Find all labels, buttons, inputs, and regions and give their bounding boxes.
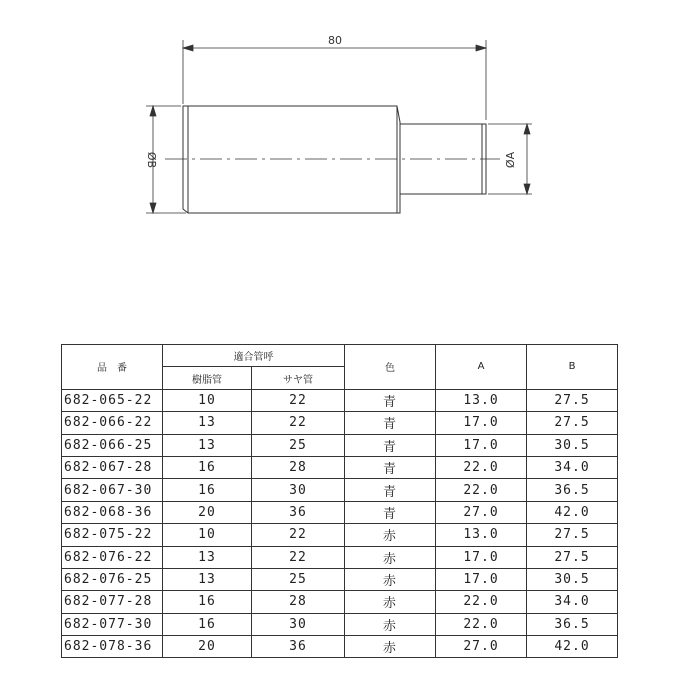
dia-b-label: ØB <box>145 151 158 169</box>
cell-part-no: 682-078-36 <box>62 636 163 658</box>
cell-sheath: 22 <box>252 524 345 546</box>
cell-b: 34.0 <box>527 591 618 613</box>
cell-color: 赤 <box>345 591 436 613</box>
cell-resin: 16 <box>163 613 252 635</box>
spec-table <box>61 344 618 658</box>
cell-resin: 10 <box>163 389 252 411</box>
cell-color: 青 <box>345 501 436 523</box>
cell-resin: 13 <box>163 546 252 568</box>
cell-part-no: 682-077-28 <box>62 591 163 613</box>
header-compatible-pipe: 適合管呼 <box>163 345 345 367</box>
cell-resin: 13 <box>163 568 252 590</box>
header-b: B <box>527 345 618 390</box>
cell-sheath: 25 <box>252 568 345 590</box>
table-row <box>62 434 618 456</box>
part-drawing <box>0 0 700 260</box>
cell-color: 青 <box>345 389 436 411</box>
cell-a: 13.0 <box>436 389 527 411</box>
cell-b: 27.5 <box>527 546 618 568</box>
cell-a: 17.0 <box>436 546 527 568</box>
table-row <box>62 412 618 434</box>
length-label: 80 <box>328 34 342 47</box>
dia-a-label: ØA <box>504 151 517 169</box>
cell-sheath: 28 <box>252 456 345 478</box>
cell-color: 青 <box>345 434 436 456</box>
header-resin-pipe: 樹脂管 <box>163 367 252 389</box>
cell-part-no: 682-066-25 <box>62 434 163 456</box>
cell-part-no: 682-075-22 <box>62 524 163 546</box>
header-color: 色 <box>345 345 436 390</box>
table-row <box>62 389 618 411</box>
cell-sheath: 22 <box>252 546 345 568</box>
table-row <box>62 456 618 478</box>
cell-resin: 10 <box>163 524 252 546</box>
cell-color: 赤 <box>345 613 436 635</box>
header-part-no: 品 番 <box>62 345 163 390</box>
table-row <box>62 613 618 635</box>
cell-b: 27.5 <box>527 524 618 546</box>
cell-sheath: 25 <box>252 434 345 456</box>
cell-resin: 13 <box>163 434 252 456</box>
cell-b: 30.5 <box>527 568 618 590</box>
table-row <box>62 501 618 523</box>
cell-resin: 16 <box>163 479 252 501</box>
cell-resin: 13 <box>163 412 252 434</box>
cell-a: 22.0 <box>436 591 527 613</box>
cell-color: 青 <box>345 412 436 434</box>
cell-part-no: 682-066-22 <box>62 412 163 434</box>
header-sheath-pipe: サヤ管 <box>252 367 345 389</box>
cell-a: 17.0 <box>436 434 527 456</box>
cell-color: 青 <box>345 479 436 501</box>
cell-b: 36.5 <box>527 613 618 635</box>
cell-part-no: 682-067-28 <box>62 456 163 478</box>
part-body <box>183 106 400 213</box>
cell-b: 27.5 <box>527 412 618 434</box>
cell-a: 27.0 <box>436 636 527 658</box>
cell-a: 13.0 <box>436 524 527 546</box>
cell-part-no: 682-065-22 <box>62 389 163 411</box>
cell-b: 30.5 <box>527 434 618 456</box>
cell-color: 赤 <box>345 546 436 568</box>
cell-a: 17.0 <box>436 412 527 434</box>
cell-a: 22.0 <box>436 479 527 501</box>
cell-part-no: 682-077-30 <box>62 613 163 635</box>
table-row <box>62 568 618 590</box>
cell-resin: 20 <box>163 636 252 658</box>
cell-b: 27.5 <box>527 389 618 411</box>
cell-resin: 16 <box>163 591 252 613</box>
cell-a: 22.0 <box>436 456 527 478</box>
cell-color: 青 <box>345 456 436 478</box>
cell-b: 42.0 <box>527 501 618 523</box>
cell-a: 17.0 <box>436 568 527 590</box>
cell-sheath: 30 <box>252 479 345 501</box>
cell-b: 42.0 <box>527 636 618 658</box>
cell-resin: 20 <box>163 501 252 523</box>
cell-part-no: 682-067-30 <box>62 479 163 501</box>
cell-a: 27.0 <box>436 501 527 523</box>
cell-sheath: 36 <box>252 501 345 523</box>
table-row <box>62 524 618 546</box>
cell-sheath: 22 <box>252 389 345 411</box>
cell-part-no: 682-076-25 <box>62 568 163 590</box>
cell-sheath: 28 <box>252 591 345 613</box>
cell-b: 36.5 <box>527 479 618 501</box>
cell-color: 赤 <box>345 524 436 546</box>
table-row <box>62 546 618 568</box>
cell-color: 赤 <box>345 568 436 590</box>
cell-part-no: 682-068-36 <box>62 501 163 523</box>
header-a: A <box>436 345 527 390</box>
cell-part-no: 682-076-22 <box>62 546 163 568</box>
length-dimension <box>183 40 486 120</box>
cell-sheath: 22 <box>252 412 345 434</box>
table-row <box>62 636 618 658</box>
table-row <box>62 591 618 613</box>
cell-sheath: 30 <box>252 613 345 635</box>
cell-b: 34.0 <box>527 456 618 478</box>
cell-a: 22.0 <box>436 613 527 635</box>
cell-sheath: 36 <box>252 636 345 658</box>
table-row <box>62 479 618 501</box>
cell-resin: 16 <box>163 456 252 478</box>
cell-color: 赤 <box>345 636 436 658</box>
